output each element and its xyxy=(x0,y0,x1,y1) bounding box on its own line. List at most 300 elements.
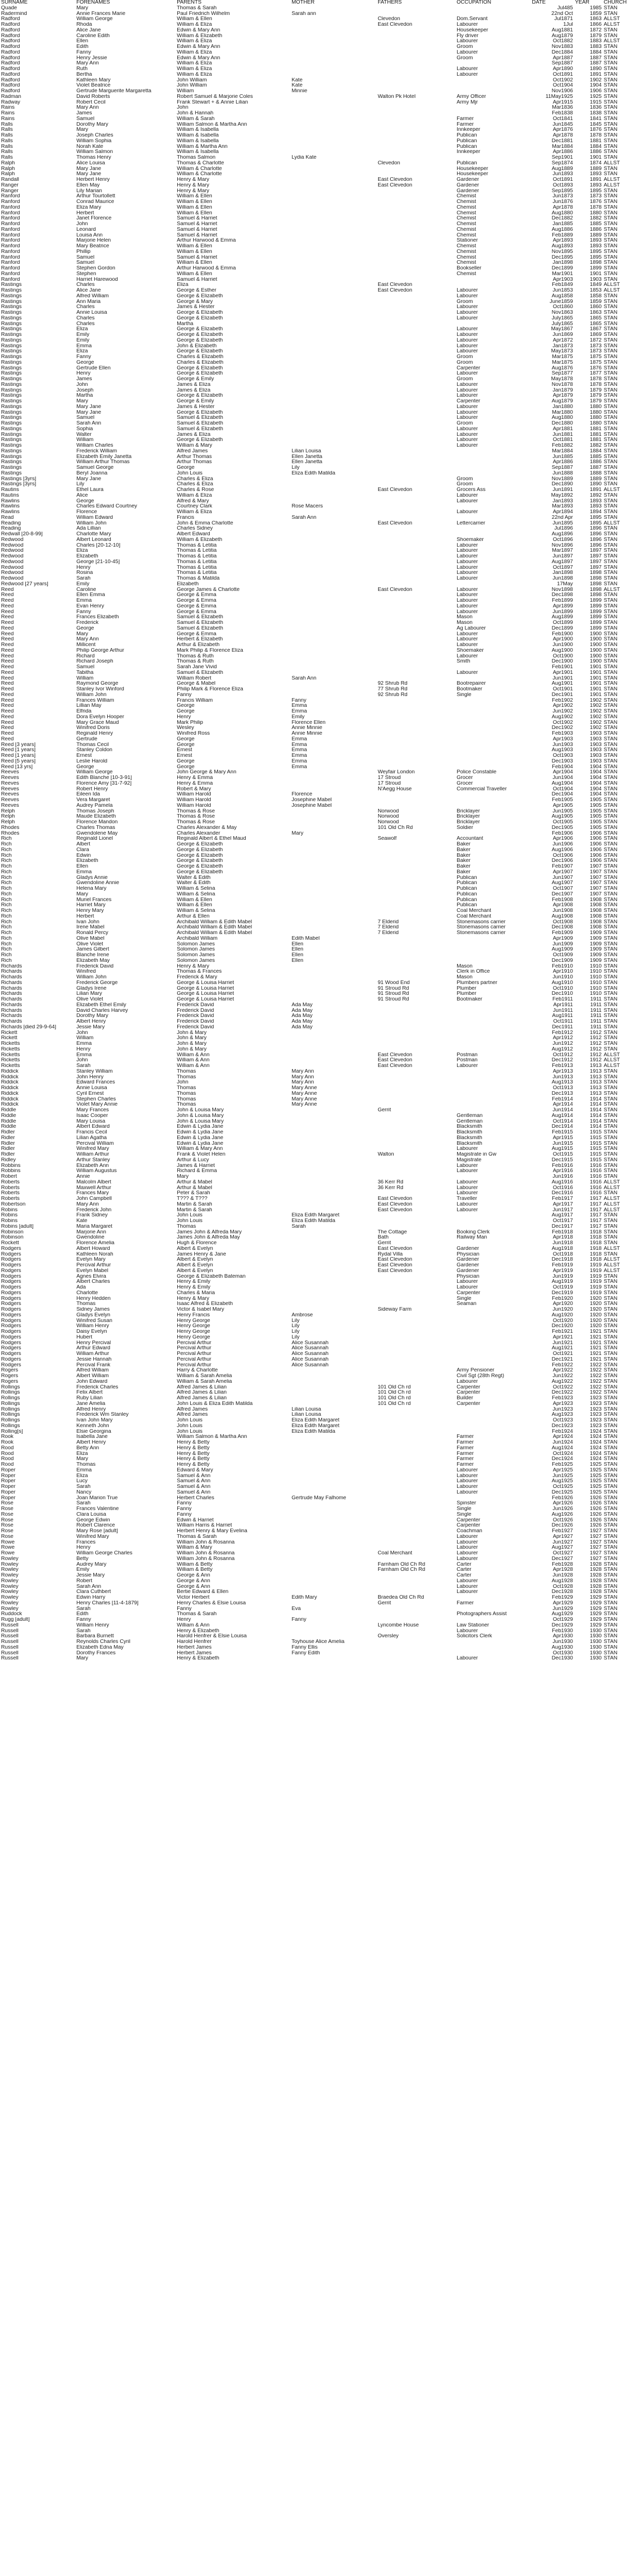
year-cell: 1913 xyxy=(590,1063,602,1069)
occupation-cell xyxy=(456,942,531,947)
church-cell: STAN xyxy=(603,94,618,99)
surname-cell: Robins xyxy=(1,1207,18,1213)
occupation-cell: Groom xyxy=(457,360,473,365)
forenames-cell: Marjorie Helen xyxy=(76,238,111,244)
church-cell: STAN xyxy=(603,548,618,554)
date-cell: Jun1911 xyxy=(553,1008,573,1013)
forenames-cell: Phillip xyxy=(76,249,91,255)
table-row xyxy=(0,1019,640,1025)
column-header-occupation: OCCUPATION xyxy=(457,0,492,5)
date-cell: Feb1906 xyxy=(552,831,573,836)
forenames-cell: Bertha xyxy=(76,72,92,77)
occupation-cell: Chemist xyxy=(457,227,476,232)
forenames-cell: Arthur Edward xyxy=(76,1346,111,1351)
year-cell: 1891 xyxy=(590,487,602,493)
mother-cell xyxy=(291,28,377,33)
date-cell: Aug1909 xyxy=(551,947,573,953)
date-cell: Oct1912 xyxy=(552,1052,573,1058)
year-cell: 1919 xyxy=(590,1268,602,1274)
mother-cell xyxy=(291,1263,377,1268)
forenames-cell: Sophia xyxy=(76,426,93,432)
date-cell: Oct1907 xyxy=(552,886,573,891)
surname-cell: Richards xyxy=(1,997,22,1002)
forenames-cell: Jane Amelia xyxy=(76,1401,106,1406)
date-cell: Apr1912 xyxy=(552,1036,573,1041)
mother-cell xyxy=(291,377,377,382)
parents-cell: John & Mary xyxy=(177,1030,207,1036)
fathers-cell xyxy=(377,615,456,620)
church-cell: STAN xyxy=(603,675,618,681)
surname-cell: Ranford xyxy=(1,222,20,227)
mother-cell xyxy=(291,493,377,499)
fathers-cell xyxy=(377,720,456,726)
surname-cell: Russell xyxy=(1,1650,19,1656)
parents-cell: John William xyxy=(177,83,207,89)
church-cell: ALLST xyxy=(603,1063,620,1069)
mother-cell: Ellen xyxy=(291,941,304,947)
church-cell: STAN xyxy=(603,1096,618,1102)
year-cell: 1905 xyxy=(590,814,602,820)
year-cell: 1875 xyxy=(590,354,602,360)
forenames-cell: Violet Mary Annie xyxy=(76,1102,118,1108)
year-cell: 1909 xyxy=(590,947,602,953)
forenames-cell: Harriet Harewood xyxy=(76,277,118,282)
forenames-cell: George xyxy=(76,764,94,770)
table-row xyxy=(0,1235,640,1241)
surname-cell: Rickett xyxy=(1,1036,18,1041)
occupation-cell: Publican xyxy=(457,144,477,149)
forenames-cell: Caroline Edith xyxy=(76,33,110,39)
table-row xyxy=(0,1329,640,1335)
occupation-cell xyxy=(456,753,531,759)
date-cell: Feb1907 xyxy=(552,864,573,869)
parents-cell: Henry & Mary xyxy=(177,177,210,182)
fathers-cell: East Clevedon xyxy=(377,1246,412,1251)
year-cell: 1858 xyxy=(590,293,602,299)
fathers-cell xyxy=(377,632,456,637)
parents-cell: Samuel & Harriet xyxy=(177,255,217,260)
parents-cell: John Louis xyxy=(177,1418,203,1423)
surname-cell: Rastings xyxy=(1,360,22,365)
occupation-cell: Labourer xyxy=(457,443,478,448)
church-cell: STAN xyxy=(603,249,618,255)
parents-cell: George & Elizabeth xyxy=(177,365,223,371)
forenames-cell: John xyxy=(76,382,88,387)
mother-cell xyxy=(291,39,377,44)
church-cell: STAN xyxy=(603,786,618,792)
surname-cell: Rodgers xyxy=(1,1251,21,1257)
date-cell: Aug1906 xyxy=(551,847,573,853)
church-cell: STAN xyxy=(603,1241,618,1246)
forenames-cell: Winifred Doris xyxy=(76,725,110,731)
church-cell: STAN xyxy=(603,758,618,764)
year-cell: 1927 xyxy=(590,1545,602,1551)
date-cell: Jan1879 xyxy=(552,387,573,393)
table-row xyxy=(0,1075,640,1080)
mother-cell xyxy=(291,1385,377,1391)
mother-cell xyxy=(291,6,377,11)
forenames-cell: Mary xyxy=(76,891,89,897)
mother-cell: Fanny Ellis xyxy=(291,1645,318,1650)
mother-cell xyxy=(291,304,377,310)
forenames-cell: Elfrida xyxy=(76,709,92,714)
table-row xyxy=(0,1639,640,1645)
table-row xyxy=(0,44,640,50)
fathers-cell xyxy=(377,1584,456,1590)
parents-cell: William & Mary Ann xyxy=(177,1146,223,1152)
church-cell: STAN xyxy=(603,1622,618,1628)
mother-cell: Mary Ann xyxy=(291,1080,314,1086)
year-cell: 1912 xyxy=(590,1041,602,1046)
fathers-cell xyxy=(377,72,456,78)
occupation-cell: Gardener xyxy=(457,177,479,182)
fathers-cell xyxy=(377,886,456,892)
fathers-cell xyxy=(377,598,456,604)
forenames-cell: Frederick John xyxy=(76,1207,112,1213)
date-cell: Jan1873 xyxy=(552,343,573,349)
forenames-cell: Frederick William xyxy=(76,448,117,454)
forenames-cell: Emily xyxy=(76,332,90,337)
forenames-cell: Ronald Percy xyxy=(76,930,108,936)
table-row xyxy=(0,1440,640,1446)
year-cell: 1900 xyxy=(590,637,602,642)
surname-cell: Radford xyxy=(1,61,20,66)
surname-cell: Rolling[s] xyxy=(1,1429,23,1434)
fathers-cell: 36 Kerr Rd xyxy=(377,1185,403,1191)
occupation-cell: Labourer xyxy=(457,498,478,504)
year-cell: 1904 xyxy=(590,786,602,792)
occupation-cell: Carpenter xyxy=(457,1390,480,1396)
year-cell: 1903 xyxy=(590,742,602,748)
forenames-cell: George xyxy=(76,498,94,504)
church-cell: STAN xyxy=(603,1168,618,1174)
mother-cell xyxy=(291,421,377,427)
church-cell: STAN xyxy=(603,1606,618,1612)
church-cell: STAN xyxy=(603,742,618,748)
occupation-cell xyxy=(456,1639,531,1645)
surname-cell: Rich xyxy=(1,864,12,869)
date-cell: Oct1891 xyxy=(552,177,573,182)
mother-cell xyxy=(291,1174,377,1180)
table-row xyxy=(0,1108,640,1113)
mother-cell xyxy=(291,537,377,543)
table-row xyxy=(0,1163,640,1169)
fathers-cell xyxy=(377,1451,456,1457)
table-row xyxy=(0,1368,640,1374)
surname-cell: Rastings xyxy=(1,454,22,460)
table-row xyxy=(0,1113,640,1119)
forenames-cell: Helena Mary xyxy=(76,886,107,891)
date-cell: Oct1920 xyxy=(552,1318,573,1324)
parents-cell: Samuel & Elizabeth xyxy=(177,426,223,432)
date-cell: Oct1930 xyxy=(552,1650,573,1656)
year-cell: 1893 xyxy=(590,498,602,504)
mother-cell: Fanny xyxy=(291,698,307,703)
parents-cell: William & Selina xyxy=(177,908,215,913)
fathers-cell xyxy=(377,1462,456,1468)
parents-cell: Frederick David xyxy=(177,1013,214,1019)
mother-cell xyxy=(291,1152,377,1158)
church-cell: STAN xyxy=(603,1296,618,1301)
forenames-cell: Richard xyxy=(76,653,95,659)
church-cell: STAN xyxy=(603,1495,618,1501)
table-row xyxy=(0,493,640,499)
church-cell: STAN xyxy=(603,293,618,299)
mother-cell xyxy=(291,560,377,565)
parents-cell: Henry Francis xyxy=(177,1312,210,1318)
parents-cell: John Louis xyxy=(177,1423,203,1429)
forenames-cell: William Augustus xyxy=(76,1168,117,1174)
parents-cell: Alfred James xyxy=(177,448,208,454)
table-row xyxy=(0,1612,640,1617)
fathers-cell xyxy=(377,421,456,427)
church-cell: STAN xyxy=(603,1462,618,1467)
mother-cell xyxy=(291,1180,377,1185)
occupation-cell: Stonemasons carrier xyxy=(457,925,506,930)
parents-cell: George & Emma xyxy=(177,603,216,609)
mother-cell xyxy=(291,969,377,975)
surname-cell: Rose xyxy=(1,1517,14,1523)
forenames-cell: Philip George Arthur xyxy=(76,648,124,653)
church-cell: STAN xyxy=(603,310,618,315)
year-cell: 1925 xyxy=(590,1489,602,1495)
table-row xyxy=(0,1512,640,1518)
surname-cell: Reading xyxy=(1,520,21,526)
date-cell: Feb1899 xyxy=(552,598,573,603)
surname-cell: Reed xyxy=(1,598,14,603)
date-cell: Dec1884 xyxy=(551,49,573,55)
surname-cell: Rollings xyxy=(1,1412,20,1418)
table-row xyxy=(0,244,640,249)
surname-cell: Rich xyxy=(1,919,12,925)
table-row xyxy=(0,620,640,626)
parents-cell: Arthur & Mabel xyxy=(177,1185,212,1191)
church-cell: STAN xyxy=(603,1019,618,1024)
fathers-cell xyxy=(377,227,456,233)
mother-cell xyxy=(291,1562,377,1568)
year-cell: 1886 xyxy=(590,149,602,155)
church-cell: STAN xyxy=(603,792,618,798)
fathers-cell xyxy=(377,1191,456,1196)
occupation-cell xyxy=(456,1036,531,1041)
table-row xyxy=(0,997,640,1003)
surname-cell: Richards xyxy=(1,986,22,991)
table-row xyxy=(0,1097,640,1103)
year-cell: 1914 xyxy=(590,1108,602,1113)
fathers-cell xyxy=(377,1224,456,1230)
date-cell: Jun1907 xyxy=(552,875,573,880)
occupation-cell xyxy=(456,582,531,587)
parents-cell: James & Eliza xyxy=(177,382,211,387)
date-cell: Mar1836 xyxy=(552,105,573,111)
church-cell: ALLST xyxy=(603,1268,620,1274)
mother-cell xyxy=(291,548,377,554)
year-cell: 1911 xyxy=(590,997,602,1002)
church-cell: STAN xyxy=(603,1124,618,1130)
surname-cell: Rodgers xyxy=(1,1340,21,1346)
surname-cell: Rich xyxy=(1,842,12,847)
occupation-cell xyxy=(456,321,531,327)
forenames-cell: William Arthur xyxy=(76,1351,109,1357)
year-cell: 1879 xyxy=(590,399,602,404)
year-cell: 1903 xyxy=(590,748,602,753)
parents-cell: John & Hannah xyxy=(177,111,214,116)
forenames-cell: Joseph xyxy=(76,387,94,393)
parents-cell: Thomas & Letitia xyxy=(177,570,217,576)
forenames-cell: Mary Rose [adult] xyxy=(76,1529,118,1534)
date-cell: Dec1903 xyxy=(551,758,573,764)
surname-cell: Rodgers xyxy=(1,1357,21,1362)
date-cell: Feb1926 xyxy=(552,1495,573,1501)
parents-cell: William Harold xyxy=(177,798,211,803)
forenames-cell: Evan Henry xyxy=(76,603,104,609)
mother-cell xyxy=(291,670,377,676)
date-cell: Oct1919 xyxy=(552,1285,573,1290)
year-cell: 1907 xyxy=(590,869,602,875)
forenames-cell: Frances William xyxy=(76,698,114,703)
surname-cell: Rollings xyxy=(1,1396,20,1401)
year-cell: 1928 xyxy=(590,1562,602,1567)
date-cell: Dec1914 xyxy=(551,1124,573,1130)
parents-cell: Arthur & Ellen xyxy=(177,913,210,919)
mother-cell xyxy=(291,1113,377,1119)
surname-cell: Reed [1 years] xyxy=(1,748,36,753)
date-cell: Nov1895 xyxy=(551,249,573,255)
mother-cell xyxy=(291,1479,377,1484)
date-cell: Jun1881 xyxy=(552,432,573,437)
forenames-cell: Elizabeth Emily Janetta xyxy=(76,454,132,460)
surname-cell: Reeves xyxy=(1,775,19,781)
parents-cell: Henry & Mary xyxy=(177,1296,210,1301)
occupation-cell xyxy=(456,1030,531,1036)
fathers-cell xyxy=(377,676,456,682)
church-cell: STAN xyxy=(603,271,618,277)
surname-cell: Radford xyxy=(1,39,20,44)
mother-cell xyxy=(291,1462,377,1468)
mother-cell xyxy=(291,61,377,66)
mother-cell: Emma xyxy=(291,758,307,764)
parents-cell: Samuel & Elizabeth xyxy=(177,620,223,625)
church-cell: STAN xyxy=(603,1013,618,1019)
date-cell: Jun1902 xyxy=(552,709,573,714)
church-cell: STAN xyxy=(603,864,618,869)
mother-cell xyxy=(291,189,377,194)
forenames-cell: Stephen xyxy=(76,271,96,277)
surname-cell: Rains xyxy=(1,105,15,111)
forenames-cell: James xyxy=(76,111,92,116)
mother-cell xyxy=(291,133,377,139)
year-cell: 1917 xyxy=(590,1196,602,1201)
parents-cell: Archibald William & Edith Mabel xyxy=(177,930,252,936)
mother-cell: Mary Anne xyxy=(291,1086,317,1091)
fathers-cell: Farnham Old Ch Rd xyxy=(377,1562,426,1567)
surname-cell: Rich xyxy=(1,858,12,864)
parents-cell: Mark Philip xyxy=(177,720,204,725)
occupation-cell: Carpenter xyxy=(457,1290,480,1296)
fathers-cell xyxy=(377,1296,456,1302)
forenames-cell: Mary xyxy=(76,127,89,133)
year-cell: 1878 xyxy=(590,205,602,210)
table-row xyxy=(0,1335,640,1341)
table-row xyxy=(0,1030,640,1036)
table-row xyxy=(0,277,640,283)
surname-cell: Ranford xyxy=(1,249,20,255)
fathers-cell xyxy=(377,914,456,920)
parents-cell: Harry & Charlotte xyxy=(177,1368,218,1374)
year-cell: 1901 xyxy=(590,681,602,687)
table-row xyxy=(0,1617,640,1623)
mother-cell: Eliza Edith Matilda xyxy=(291,1218,335,1224)
occupation-cell: Labourer xyxy=(457,1484,478,1489)
parents-cell: George xyxy=(177,736,195,742)
mother-cell xyxy=(291,56,377,61)
parents-cell: Mark Philip & Florence Eliza xyxy=(177,648,243,653)
year-cell: 1924 xyxy=(590,1434,602,1440)
table-row xyxy=(0,183,640,189)
table-row xyxy=(0,166,640,172)
mother-cell: Emma xyxy=(291,764,307,770)
table-row xyxy=(0,477,640,482)
surname-cell: Ralls xyxy=(1,133,13,138)
date-cell: June1859 xyxy=(549,299,573,304)
table-row xyxy=(0,1429,640,1435)
year-cell: 1881 xyxy=(590,426,602,432)
forenames-cell: Edward Frances xyxy=(76,1080,115,1086)
table-row xyxy=(0,1573,640,1579)
date-cell: Apr1925 xyxy=(552,1467,573,1473)
forenames-cell: Robert xyxy=(76,1578,93,1584)
year-cell: 1927 xyxy=(590,1551,602,1556)
parents-cell: Frank & Violet Helen xyxy=(177,1152,226,1157)
occupation-cell: Labourer xyxy=(457,337,478,343)
table-row xyxy=(0,1174,640,1180)
surname-cell: Rich xyxy=(1,847,12,853)
fathers-cell xyxy=(377,344,456,349)
year-cell: 1881 xyxy=(590,432,602,437)
mother-cell xyxy=(291,903,377,908)
parents-cell: James John & Alfreda Mary xyxy=(177,1229,242,1235)
table-row xyxy=(0,582,640,587)
year-cell: 1884 xyxy=(590,448,602,454)
fathers-cell xyxy=(377,89,456,94)
surname-cell: Relph xyxy=(1,814,15,820)
occupation-cell: Labourer xyxy=(457,576,478,581)
table-row xyxy=(0,1291,640,1296)
mother-cell xyxy=(291,997,377,1003)
parents-cell: Thomas xyxy=(177,1102,196,1108)
table-row xyxy=(0,338,640,344)
date-cell: Dec1920 xyxy=(551,1324,573,1329)
fathers-cell xyxy=(377,1113,456,1119)
forenames-cell: Edwin Harry xyxy=(76,1595,106,1600)
church-cell: STAN xyxy=(603,515,618,520)
year-cell: 1917 xyxy=(590,1213,602,1218)
surname-cell: Russell xyxy=(1,1634,19,1639)
table-row xyxy=(0,116,640,122)
church-cell: STAN xyxy=(603,399,618,404)
surname-cell: Richards xyxy=(1,1019,22,1024)
forenames-cell: John xyxy=(76,1058,88,1063)
year-cell: 1919 xyxy=(590,1274,602,1279)
fathers-cell xyxy=(377,1617,456,1623)
date-cell: Aug1896 xyxy=(551,532,573,537)
church-cell: STAN xyxy=(603,337,618,343)
year-cell: 1902 xyxy=(590,703,602,709)
church-cell: STAN xyxy=(603,1506,618,1512)
surname-cell: Redwood xyxy=(1,576,24,581)
church-cell: STAN xyxy=(603,1534,618,1539)
mother-cell xyxy=(291,349,377,354)
